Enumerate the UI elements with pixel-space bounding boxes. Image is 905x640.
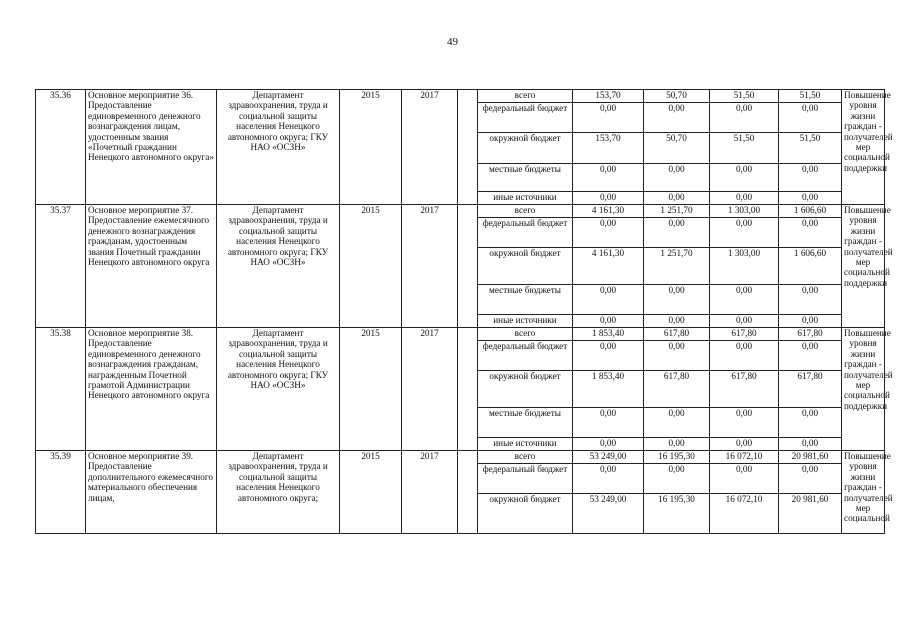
amount-2015: 50,70 xyxy=(644,90,710,103)
amount-total: 0,00 xyxy=(573,103,644,133)
activity-executor: Департамент здравоохранения, труда и социальной защиты населения Ненецкого автономного округа; ГКУ НАО «ОСЗН» xyxy=(217,205,340,328)
start-year: 2015 xyxy=(340,328,402,451)
amount-2017: 0,00 xyxy=(779,438,842,451)
amount-total: 0,00 xyxy=(573,192,644,205)
activity-executor: Департамент здравоохранения, труда и социальной защиты населения Ненецкого автономного округа; xyxy=(217,451,340,534)
amount-total: 1 853,40 xyxy=(573,371,644,408)
amount-2016: 16 072,10 xyxy=(710,494,779,534)
expected-result: Повышение уровня жизни граждан - получателей мер социальной поддержки xyxy=(842,205,885,328)
activity-executor: Департамент здравоохранения, труда и социальной защиты населения Ненецкого автономного округа; ГКУ НАО «ОСЗН» xyxy=(217,90,340,205)
activity-code: 35.37 xyxy=(36,205,86,328)
amount-2017: 1 606,60 xyxy=(779,205,842,218)
funding-source-label: иные источники xyxy=(478,438,573,451)
amount-total: 0,00 xyxy=(573,218,644,248)
funding-source-label: федеральный бюджет xyxy=(478,218,573,248)
amount-total: 153,70 xyxy=(573,133,644,164)
amount-total: 1 853,40 xyxy=(573,328,644,341)
table-body xyxy=(36,90,893,534)
amount-2016: 617,80 xyxy=(710,371,779,408)
amount-2015: 0,00 xyxy=(644,218,710,248)
amount-2015: 1 251,70 xyxy=(644,248,710,285)
funding-source-label: окружной бюджет xyxy=(478,133,573,164)
amount-2017: 0,00 xyxy=(779,408,842,438)
amount-2015: 0,00 xyxy=(644,341,710,371)
amount-2016: 0,00 xyxy=(710,438,779,451)
activity-title: Основное мероприятие 37. Предоставление ежемесячного денежного вознаграждения гражданам, удостоенным звания Почетный гражданин Ненецкого автономного округа xyxy=(86,205,217,328)
amount-2015: 0,00 xyxy=(644,408,710,438)
amount-total: 0,00 xyxy=(573,464,644,494)
amount-2015: 617,80 xyxy=(644,328,710,341)
amount-total: 0,00 xyxy=(573,285,644,315)
end-year: 2017 xyxy=(402,90,458,205)
amount-total: 0,00 xyxy=(573,164,644,192)
amount-2016: 0,00 xyxy=(710,408,779,438)
amount-2016: 1 303,00 xyxy=(710,205,779,218)
amount-total: 53 249,00 xyxy=(573,451,644,464)
amount-2016: 51,50 xyxy=(710,90,779,103)
funding-source-label: местные бюджеты xyxy=(478,164,573,192)
table-row xyxy=(36,328,885,341)
amount-2015: 0,00 xyxy=(644,103,710,133)
funding-source-label: окружной бюджет xyxy=(478,371,573,408)
activity-code: 35.39 xyxy=(36,451,86,534)
expected-result: Повышение уровня жизни граждан - получателей мер социальной поддержки xyxy=(842,328,885,451)
funding-source-label: иные источники xyxy=(478,192,573,205)
end-year: 2017 xyxy=(402,451,458,534)
amount-total: 0,00 xyxy=(573,341,644,371)
funding-source-label: местные бюджеты xyxy=(478,408,573,438)
funding-source-label: всего xyxy=(478,451,573,464)
amount-2015: 0,00 xyxy=(644,464,710,494)
amount-2015: 16 195,30 xyxy=(644,451,710,464)
funding-source-label: всего xyxy=(478,90,573,103)
activity-executor: Департамент здравоохранения, труда и социальной защиты населения Ненецкого автономного округа; ГКУ НАО «ОСЗН» xyxy=(217,328,340,451)
amount-2017: 0,00 xyxy=(779,192,842,205)
amount-2017: 0,00 xyxy=(779,285,842,315)
expected-result: Повышение уровня жизни граждан - получателей мер социальной xyxy=(842,451,885,534)
amount-total: 4 161,30 xyxy=(573,248,644,285)
table-row xyxy=(36,451,885,464)
funding-source-label: окружной бюджет xyxy=(478,494,573,534)
amount-2017: 0,00 xyxy=(779,218,842,248)
funding-source-label: федеральный бюджет xyxy=(478,464,573,494)
funding-source-label: всего xyxy=(478,328,573,341)
amount-2015: 0,00 xyxy=(644,285,710,315)
amount-2015: 50,70 xyxy=(644,133,710,164)
empty-column xyxy=(458,328,478,451)
table-row xyxy=(36,205,885,218)
amount-2016: 1 303,00 xyxy=(710,248,779,285)
amount-2016: 0,00 xyxy=(710,285,779,315)
amount-2017: 0,00 xyxy=(779,164,842,192)
activity-title: Основное мероприятие 39. Предоставление дополнительного ежемесячного материального обеспечения лицам, xyxy=(86,451,217,534)
amount-2015: 617,80 xyxy=(644,371,710,408)
start-year: 2015 xyxy=(340,90,402,205)
amount-total: 4 161,30 xyxy=(573,205,644,218)
activity-code: 35.36 xyxy=(36,90,86,205)
amount-2015: 0,00 xyxy=(644,438,710,451)
funding-source-label: федеральный бюджет xyxy=(478,341,573,371)
amount-2016: 0,00 xyxy=(710,192,779,205)
amount-2017: 51,50 xyxy=(779,133,842,164)
end-year: 2017 xyxy=(402,205,458,328)
amount-total: 153,70 xyxy=(573,90,644,103)
activity-title: Основное мероприятие 38. Предоставление единовременного денежного вознаграждения гражданам, награжденным Почетной грамотой Администрации Ненецкого автономного округа xyxy=(86,328,217,451)
amount-2016: 617,80 xyxy=(710,328,779,341)
funding-source-label: иные источники xyxy=(478,315,573,328)
amount-2015: 16 195,30 xyxy=(644,494,710,534)
amount-2017: 51,50 xyxy=(779,90,842,103)
amount-2016: 0,00 xyxy=(710,103,779,133)
amount-2015: 0,00 xyxy=(644,164,710,192)
amount-2017: 1 606,60 xyxy=(779,248,842,285)
amount-2015: 0,00 xyxy=(644,315,710,328)
amount-total: 0,00 xyxy=(573,438,644,451)
funding-source-label: федеральный бюджет xyxy=(478,103,573,133)
amount-total: 0,00 xyxy=(573,315,644,328)
amount-2016: 0,00 xyxy=(710,341,779,371)
amount-2017: 20 981,60 xyxy=(779,451,842,464)
empty-column xyxy=(458,205,478,328)
expected-result: Повышение уровня жизни граждан - получателей мер социальной поддержки xyxy=(842,90,885,205)
amount-2016: 51,50 xyxy=(710,133,779,164)
program-activities-table xyxy=(35,89,893,534)
amount-total: 0,00 xyxy=(573,408,644,438)
amount-2017: 617,80 xyxy=(779,371,842,408)
end-year: 2017 xyxy=(402,328,458,451)
funding-source-label: местные бюджеты xyxy=(478,285,573,315)
amount-2015: 1 251,70 xyxy=(644,205,710,218)
amount-2016: 0,00 xyxy=(710,218,779,248)
amount-2016: 0,00 xyxy=(710,164,779,192)
amount-2016: 0,00 xyxy=(710,464,779,494)
funding-source-label: окружной бюджет xyxy=(478,248,573,285)
amount-2016: 16 072,10 xyxy=(710,451,779,464)
activity-title: Основное мероприятие 36. Предоставление единовременного денежного вознаграждения лицам, удостоенным звания «Почетный гражданин Ненецкого автономного округа» xyxy=(86,90,217,205)
amount-2017: 0,00 xyxy=(779,341,842,371)
amount-2017: 0,00 xyxy=(779,103,842,133)
amount-2016: 0,00 xyxy=(710,315,779,328)
start-year: 2015 xyxy=(340,205,402,328)
activity-code: 35.38 xyxy=(36,328,86,451)
amount-2017: 0,00 xyxy=(779,315,842,328)
amount-2017: 617,80 xyxy=(779,328,842,341)
amount-2017: 0,00 xyxy=(779,464,842,494)
funding-source-label: всего xyxy=(478,205,573,218)
page-number: 49 xyxy=(447,36,458,48)
table-row xyxy=(36,90,885,103)
amount-2017: 20 981,60 xyxy=(779,494,842,534)
amount-2015: 0,00 xyxy=(644,192,710,205)
empty-column xyxy=(458,451,478,534)
amount-total: 53 249,00 xyxy=(573,494,644,534)
start-year: 2015 xyxy=(340,451,402,534)
empty-column xyxy=(458,90,478,205)
